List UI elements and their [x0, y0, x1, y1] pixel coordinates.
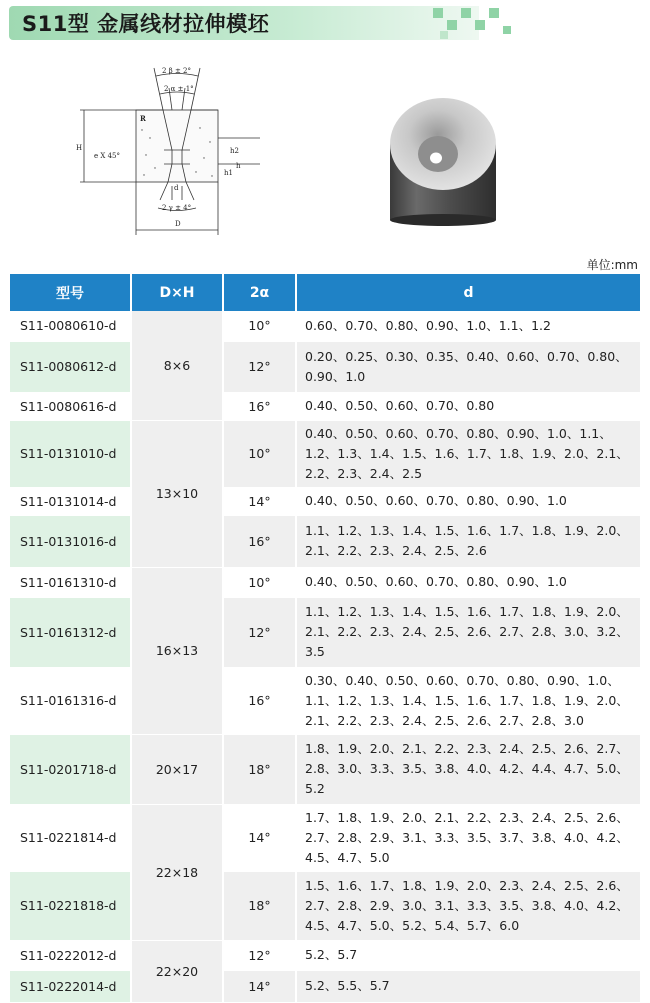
- table-row: [10, 392, 640, 420]
- model-cell: S11-0161310-d: [10, 567, 131, 597]
- table-row: [10, 804, 640, 871]
- decor-pixel: [475, 20, 485, 30]
- table-row: [10, 487, 640, 515]
- d-cell: 0.30、0.40、0.50、0.60、0.70、0.80、0.90、1.0、1.1、1.2、1.3、1.4、1.5、1.6、1.7、1.8、1.9、2.0、2.1、2.2、2.3、2.4、2.5、2.6、2.7、2.8、3.0: [296, 667, 640, 734]
- label-alpha: 2 α ± 1°: [164, 85, 194, 93]
- label-d: d: [174, 184, 179, 192]
- d-cell: 1.8、1.9、2.0、2.1、2.2、2.3、2.4、2.5、2.6、2.7、2.8、3.0、3.3、3.5、3.8、4.0、4.2、4.4、4.7、5.0、5.2: [296, 734, 640, 804]
- table-row: [10, 597, 640, 667]
- table-row: [10, 871, 640, 940]
- d-cell: 5.2、5.7: [296, 940, 640, 970]
- d-cell: 0.40、0.50、0.60、0.70、0.80、0.90、1.0: [296, 567, 640, 597]
- decor-pixel: [440, 31, 448, 39]
- table-row: [10, 567, 640, 597]
- model-cell: S11-0080610-d: [10, 311, 131, 341]
- alpha-cell: 18°: [223, 871, 296, 940]
- dh-cell: 22×20: [131, 940, 223, 1002]
- table-row: [10, 970, 640, 1002]
- d-cell: 1.5、1.6、1.7、1.8、1.9、2.0、2.3、2.4、2.5、2.6、2.7、2.8、2.9、3.0、3.1、3.3、3.5、3.8、4.0、4.2、4.5、4.7、5.0、5.2、5.4、5.7、6.0: [296, 871, 640, 940]
- d-cell: 1.1、1.2、1.3、1.4、1.5、1.6、1.7、1.8、1.9、2.0、2.1、2.2、2.3、2.4、2.5、2.6: [296, 515, 640, 567]
- d-cell: 5.2、5.5、5.7: [296, 970, 640, 1002]
- die-photo: [388, 96, 498, 226]
- alpha-cell: 14°: [223, 970, 296, 1002]
- model-cell: S11-0201718-d: [10, 734, 131, 804]
- model-cell: S11-0131016-d: [10, 515, 131, 567]
- unit-label: 单位:mm: [586, 258, 638, 272]
- model-cell: S11-0131014-d: [10, 487, 131, 515]
- alpha-cell: 10°: [223, 420, 296, 487]
- alpha-cell: 14°: [223, 804, 296, 871]
- d-cell: 1.7、1.8、1.9、2.0、2.1、2.2、2.3、2.4、2.5、2.6、2.7、2.8、2.9、3.1、3.3、3.5、3.7、3.8、4.0、4.2、4.5、4.7、5.0: [296, 804, 640, 871]
- alpha-cell: 12°: [223, 940, 296, 970]
- dh-cell: 20×17: [131, 734, 223, 804]
- alpha-cell: 16°: [223, 667, 296, 734]
- label-h2: h2: [230, 147, 239, 155]
- decor-pixel: [433, 8, 443, 18]
- header: [0, 0, 650, 44]
- d-cell: 0.40、0.50、0.60、0.70、0.80: [296, 392, 640, 420]
- model-cell: S11-0161312-d: [10, 597, 131, 667]
- model-cell: S11-0161316-d: [10, 667, 131, 734]
- alpha-cell: 14°: [223, 487, 296, 515]
- table-row: [10, 341, 640, 392]
- die-diagram: [60, 60, 240, 240]
- decor-pixel: [489, 8, 499, 18]
- label-h-outer: H: [76, 144, 83, 152]
- model-cell: S11-0080612-d: [10, 341, 131, 392]
- d-cell: 0.40、0.50、0.60、0.70、0.80、0.90、1.0: [296, 487, 640, 515]
- spec-table: [10, 274, 640, 1003]
- dh-cell: 16×13: [131, 567, 223, 734]
- decor-pixel: [447, 20, 457, 30]
- model-cell: S11-0221814-d: [10, 804, 131, 871]
- label-D: D: [175, 220, 181, 228]
- dh-cell: 8×6: [131, 311, 223, 420]
- table-row: [10, 515, 640, 567]
- alpha-cell: 10°: [223, 311, 296, 341]
- label-beta: 2 β ± 2°: [162, 67, 191, 75]
- alpha-cell: 16°: [223, 392, 296, 420]
- decor-pixel: [461, 8, 471, 18]
- model-cell: S11-0080616-d: [10, 392, 131, 420]
- alpha-cell: 10°: [223, 567, 296, 597]
- model-cell: S11-0131010-d: [10, 420, 131, 487]
- header-model: 型号: [10, 274, 131, 311]
- table-row: [10, 311, 640, 341]
- alpha-cell: 12°: [223, 341, 296, 392]
- alpha-cell: 18°: [223, 734, 296, 804]
- d-cell: 1.1、1.2、1.3、1.4、1.5、1.6、1.7、1.8、1.9、2.0、2.1、2.2、2.3、2.4、2.5、2.6、2.7、2.8、3.0、3.2、3.5: [296, 597, 640, 667]
- d-cell: 0.60、0.70、0.80、0.90、1.0、1.1、1.2: [296, 311, 640, 341]
- table-row: [10, 940, 640, 970]
- table-row: [10, 734, 640, 804]
- label-chamfer: e X 45°: [94, 152, 120, 160]
- label-gamma: 2 γ ± 4°: [162, 204, 192, 212]
- table-header-row: [10, 274, 640, 311]
- label-h1: h1: [224, 169, 233, 177]
- d-cell: 0.20、0.25、0.30、0.35、0.40、0.60、0.70、0.80、0.90、1.0: [296, 341, 640, 392]
- model-cell: S11-0222012-d: [10, 940, 131, 970]
- dh-cell: 22×18: [131, 804, 223, 940]
- model-cell: S11-0221818-d: [10, 871, 131, 940]
- alpha-cell: 16°: [223, 515, 296, 567]
- header-d: d: [296, 274, 640, 311]
- table-row: [10, 420, 640, 487]
- alpha-cell: 12°: [223, 597, 296, 667]
- decor-pixel: [503, 26, 511, 34]
- table-row: [10, 667, 640, 734]
- label-h: h: [236, 162, 241, 170]
- label-r: R: [140, 114, 146, 123]
- header-dh: D×H: [131, 274, 223, 311]
- dh-cell: 13×10: [131, 420, 223, 567]
- header-alpha: 2α: [223, 274, 296, 311]
- page-title: S11型 金属线材拉伸模坯: [22, 12, 270, 36]
- d-cell: 0.40、0.50、0.60、0.70、0.80、0.90、1.0、1.1、1.2、1.3、1.4、1.5、1.6、1.7、1.8、1.9、2.0、2.1、2.2、2.3、2.4、2.5: [296, 420, 640, 487]
- model-cell: S11-0222014-d: [10, 970, 131, 1002]
